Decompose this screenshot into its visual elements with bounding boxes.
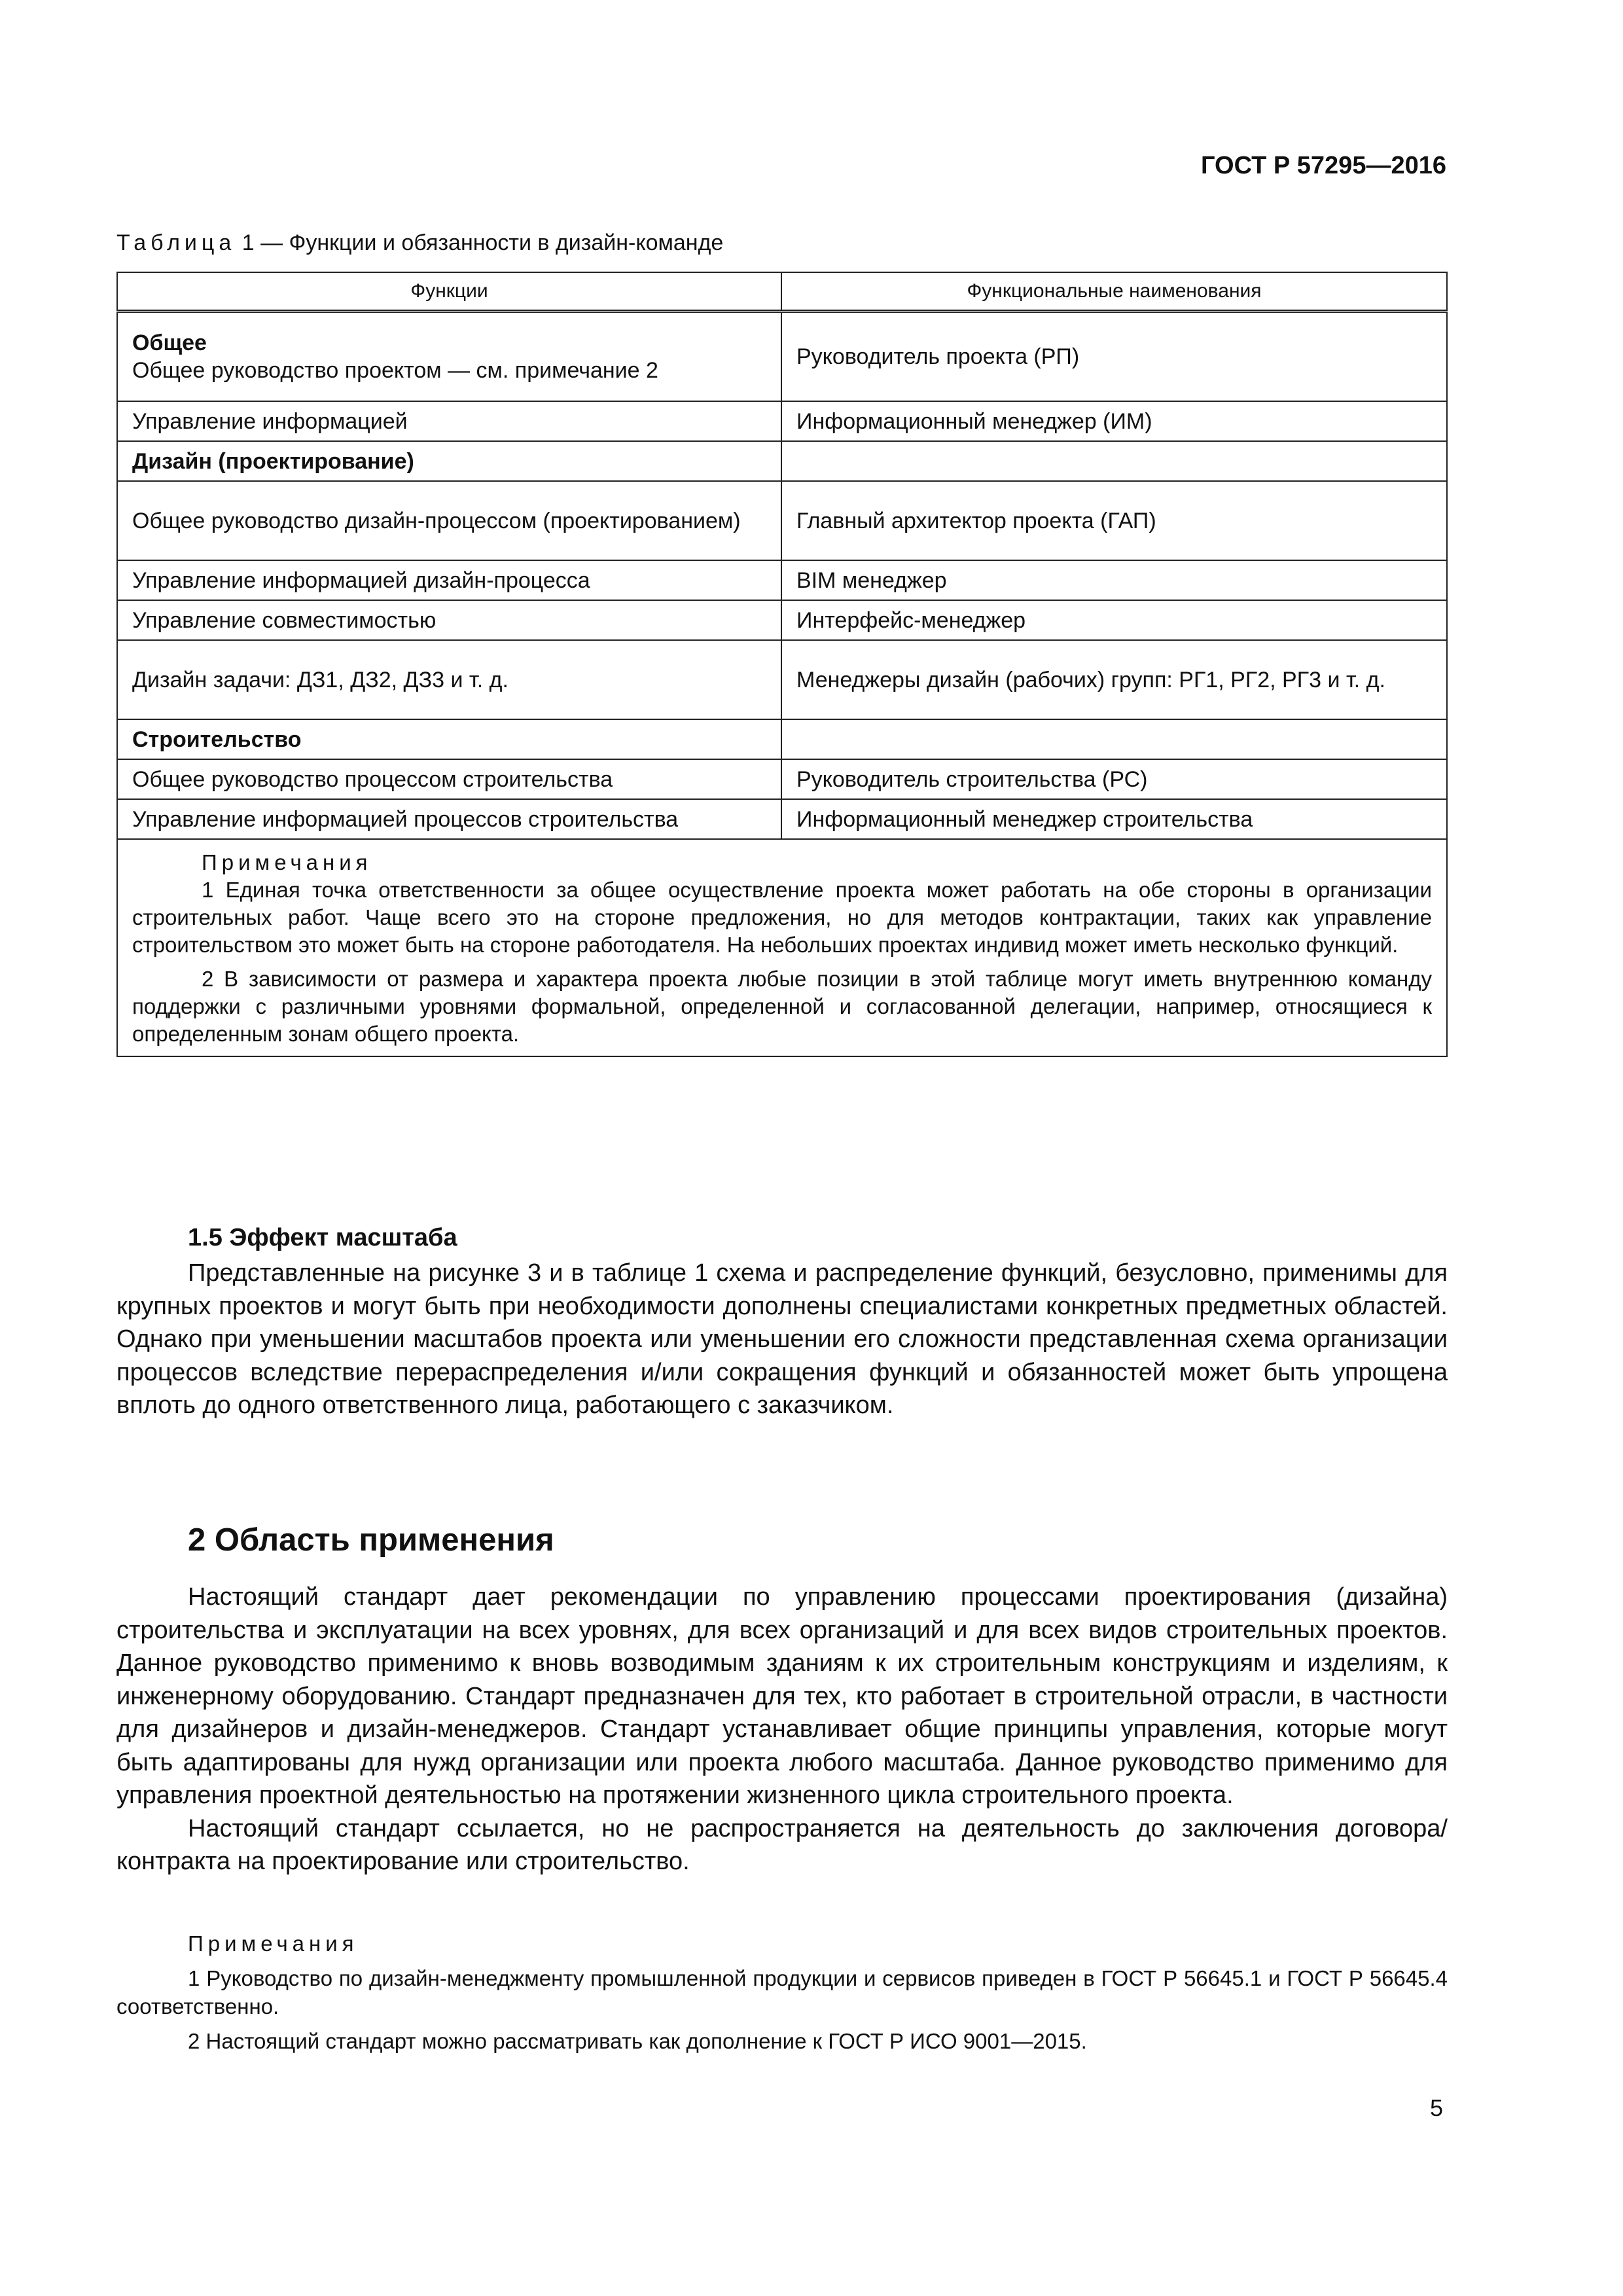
function-cell: Управление совместимостью: [117, 600, 781, 640]
table-row: [117, 401, 1447, 441]
table-row: [117, 799, 1447, 839]
section-1-5-heading: 1.5 Эффект масштаба: [188, 1224, 457, 1251]
table-notes-title: Примечания: [202, 850, 372, 874]
function-cell: Управление информацией: [117, 401, 781, 441]
page-number: 5: [1429, 2094, 1443, 2121]
section-2-body: [116, 1581, 1448, 1878]
role-cell: Руководитель строительства (РС): [781, 759, 1447, 799]
note: 1 Руководство по дизайн-менеджменту промышленной продукции и сервисов приведен в ГОСТ Р 56645.1 и ГОСТ Р 56645.4 соответственно.: [116, 1966, 1448, 2018]
column-header-roles: Функциональные наименования: [781, 272, 1447, 312]
table-caption-prefix: Таблица: [116, 230, 236, 255]
role-cell: Информационный менеджер (ИМ): [781, 401, 1447, 441]
table-row: [117, 312, 1447, 402]
table-row: [117, 600, 1447, 640]
section-2-notes: [116, 1929, 1448, 2055]
table-row: [117, 759, 1447, 799]
role-cell: Менеджеры дизайн (рабочих) групп: РГ1, РГ2, РГ3 и т. д.: [781, 640, 1447, 719]
function-group-label: Строительство: [117, 719, 781, 759]
table-notes: [117, 839, 1447, 1056]
role-cell: Информационный менеджер строительства: [781, 799, 1447, 839]
paragraph: Представленные на рисунке 3 и в таблице 1 схема и распределение функций, безусловно, применимы для крупных проектов и могут быть при необходимости дополнены специалистами конкретных предметных областей. Однако при уменьшении масштабов проекта или уменьшении его сложности представленная схема организации процессов вследствие перераспределения и/или сокращения функций и обязанностей может быть упрощена вплоть до одного ответственного лица, работающего с заказчиком.: [116, 1259, 1448, 1419]
function-cell: Общее руководство дизайн-процессом (проектированием): [117, 481, 781, 560]
table-row: [117, 481, 1447, 560]
table-row: [117, 640, 1447, 719]
function-text: Общее руководство проектом — см. примечание 2: [132, 358, 658, 383]
role-cell: Главный архитектор проекта (ГАП): [781, 481, 1447, 560]
function-group-label: Общее: [132, 331, 207, 355]
table-note: 2 В зависимости от размера и характера проекта любые позиции в этой таблице могут иметь внутреннюю команду поддержки с различными уровнями формальной, определенной и согласованной делегации, например, относящиеся к определенным зонам общего проекта.: [132, 967, 1432, 1046]
function-cell: Общее руководство процессом строительства: [117, 759, 781, 799]
section-2-notes-title: Примечания: [188, 1931, 359, 1956]
role-cell: Руководитель проекта (РП): [781, 312, 1447, 402]
role-cell: [781, 719, 1447, 759]
function-cell: Управление информацией процессов строительства: [117, 799, 781, 839]
section-1-5-body: [116, 1257, 1448, 1422]
table-row: [117, 560, 1447, 600]
document-code: ГОСТ Р 57295—2016: [1201, 152, 1446, 179]
role-cell: Интерфейс-менеджер: [781, 600, 1447, 640]
column-header-functions: Функции: [117, 272, 781, 312]
paragraph: Настоящий стандарт ссылается, но не распространяется на деятельность до заключения договора/контракта на проектирование или строительство.: [116, 1814, 1448, 1875]
table-caption-title: 1 — Функции и обязанности в дизайн-команде: [236, 230, 724, 255]
section-2-heading: 2 Область применения: [188, 1522, 554, 1558]
role-cell: BIM менеджер: [781, 560, 1447, 600]
role-cell: [781, 441, 1447, 481]
table-row: [117, 441, 1447, 481]
table-notes-row: [117, 839, 1447, 1056]
function-cell: Дизайн задачи: ДЗ1, ДЗ2, ДЗ3 и т. д.: [117, 640, 781, 719]
paragraph: Настоящий стандарт дает рекомендации по управлению процессами проектирования (дизайна) строительства и эксплуатации на всех уровнях, для всех организаций и для всех видов строительных проектов. Данное руководство применимо к вновь возводимым зданиям к их строительным конструкциям и изделиям, к инженерному оборудованию. Стандарт предназначен для тех, кто работает в строительной отрасли, в частности для дизайнеров и дизайн-менеджеров. Стандарт устанавливает общие принципы управления, которые могут быть адаптированы для нужд организации или проекта любого масштаба. Данное руководство применимо для управления проектной деятельностью на протяжении жизненного цикла строительного проекта.: [116, 1583, 1448, 1809]
table-note: 1 Единая точка ответственности за общее осуществление проекта может работать на обе стороны в организации строительных работ. Чаще всего это на стороне предложения, но для методов контрактации, таких как управление строительством это может быть на стороне работодателя. На небольших проектах индивид может иметь несколько функций.: [132, 878, 1432, 957]
function-group-label: Дизайн (проектирование): [117, 441, 781, 481]
note: 2 Настоящий стандарт можно рассматривать как дополнение к ГОСТ Р ИСО 9001—2015.: [188, 2029, 1087, 2053]
table-row: [117, 719, 1447, 759]
table-caption: [116, 230, 723, 256]
function-cell: [117, 312, 781, 402]
table-header-row: [117, 272, 1447, 312]
functions-table: [116, 272, 1448, 1057]
function-cell: Управление информацией дизайн-процесса: [117, 560, 781, 600]
